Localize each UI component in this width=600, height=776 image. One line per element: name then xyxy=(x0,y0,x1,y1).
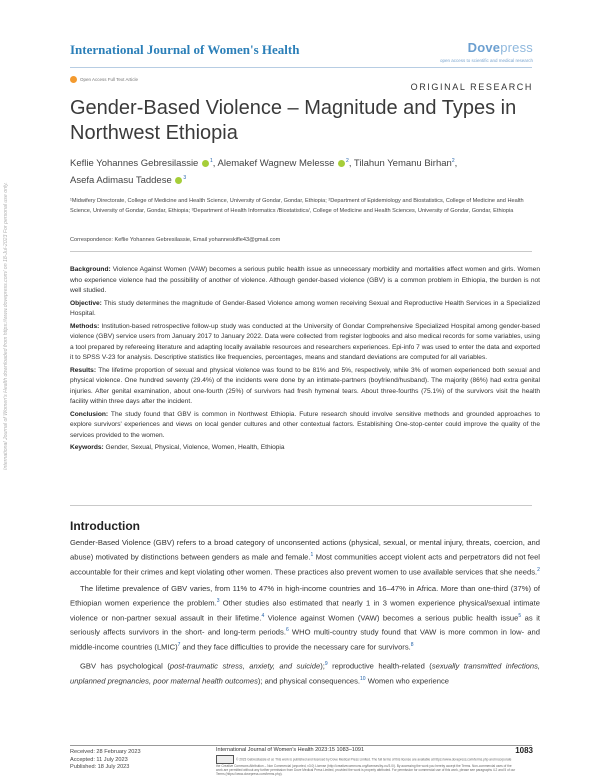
publisher-logo xyxy=(468,40,533,55)
citation-link[interactable]: 6 xyxy=(285,627,289,634)
footer-rule xyxy=(70,745,532,746)
author-2[interactable]: , Alemakef Wagnew Melesse xyxy=(212,158,335,170)
author-1[interactable]: Keflie Yohannes Gebresilassie xyxy=(70,158,199,170)
citation-link[interactable]: 2 xyxy=(537,566,540,573)
text: Violence against Women (VAW) becomes a serious public health issue xyxy=(264,613,519,623)
paragraph xyxy=(70,658,540,687)
author-list: Keflie Yohannes Gebresilassie $^1$, Alemakef Wagnew Melesse $^2$, Tilahun Yemanu Birhan$^2$, Asefa Adimasu Taddese $^3$ xyxy=(70,158,458,187)
text: The lifetime prevalence of GBV varies, from 11% to 47% in high-income countries and 16–47% in Africa. More than one-third (37%) of Ethiopian women experience the problem. xyxy=(70,584,540,608)
abstract-text: The lifetime proportion of sexual and physical violence was found to be 81% and 5%, respectively, while 3% of women experienced both sexual and physical violence. One hundred seventy (29.4%) of the incidents were done by an intimate-partners (boyfriend/husband). The majority (86%) had extra genital injuries. After genital examination, about one-fourth (25%) of survivors had fresh hymenal tears. About three-fourths (75.1%) of the survivors visit the health facility within three days after the incident. xyxy=(70,366,540,405)
correspondence: Correspondence: Keflie Yohannes Gebresilassie, Email yohanneskifle43@gmail.com xyxy=(70,237,281,243)
open-access-label xyxy=(70,76,138,83)
introduction-body xyxy=(70,537,540,692)
text: and they face difficulties to provide the necessary care for survivors. xyxy=(180,642,411,652)
text: Women who experience xyxy=(365,676,450,686)
author-4-affil[interactable]: 3 xyxy=(183,175,187,182)
article-title: Gender-Based Violence – Magnitude and Types in Northwest Ethiopia xyxy=(70,97,517,144)
text: Other studies also estimated that nearly 1 in 3 women experience physical/sexual intimate violence or non-partner sexual assault in their lifetime. xyxy=(70,598,540,623)
accepted-date: Accepted: 11 July 2023 xyxy=(70,756,128,763)
text: ); and physical consequences. xyxy=(257,676,361,686)
publisher-tagline: open access to scientific and medical research xyxy=(439,58,533,63)
author-2-affil[interactable]: 2 xyxy=(346,158,349,164)
citation-link[interactable]: 7 xyxy=(177,641,181,648)
text: Gender-Based Violence (GBV) refers to a broad category of unconsented actions (physical, sexual, or mental injury, threats, coercion, and abuse) motivated by distinctions between genders as male and female. xyxy=(70,538,540,562)
citation-link[interactable]: 4 xyxy=(261,612,265,619)
author-1-affil[interactable]: 1 xyxy=(209,158,213,164)
affiliations: ¹Midwifery Directorate, College of Medicine and Health Science, University of Gondar, Gondar, Ethiopia; ²Department of Epidemiology and Biostatistics, College of Medicine and Health Science, University of Gondar, Gondar, Ethiopia; ³Department of Health Informatics /Biostatistics/, College of Medicine and Health Sciences, University of Gondar, Gondar, Ethiopia xyxy=(70,198,524,214)
journal-citation: International Journal of Women's Health 2023:15 1083–1091 xyxy=(216,747,365,753)
text: reproductive health-related ( xyxy=(327,661,432,671)
abstract-label: Conclusion: xyxy=(70,410,109,418)
abstract-label: Results: xyxy=(70,366,97,374)
citation-link[interactable]: 8 xyxy=(410,641,414,648)
abstract-background xyxy=(70,265,540,297)
cc-license-icon[interactable] xyxy=(216,755,234,764)
author-4[interactable]: Asefa Adimasu Taddese xyxy=(70,175,172,187)
footer-dates xyxy=(70,749,141,772)
abstract-text: Violence Against Women (VAW) becomes a serious public health issue as unnecessary morbidity and mortalities affect women and girls. Women who experience violence had the possibility of another of violence. Although gender-based violence (GBV) is a common problem in Ethiopia, the burden is not well studied. xyxy=(70,266,540,294)
section-heading: Introduction xyxy=(70,519,140,533)
article-section: ORIGINAL RESEARCH xyxy=(410,82,533,92)
text: as it seriously affects survivors in the short- and long-term periods. xyxy=(70,613,541,637)
license-body: © 2023 Gebresilassie et al. This work is published and licensed by Dove Medical Press Limited. The full terms of this license are available at https://www.dovepress.com/terms.php and incorporate the Creative Commons Attribution – Non Commercial (unported, v3.0) License (http://creativecommons.org/licenses/by-nc/3.0/). By accessing the work you hereby accept the Terms. Non-commercial uses of the work are permitted without any further permission from Dove Medical Press Limited, provided the work is properly attributed. For permission for commercial use of this work, please see paragraphs 4.2 and 5 of our Terms (https://www.dovepress.com/terms.php). xyxy=(216,757,516,776)
header-rule xyxy=(70,67,532,68)
text: ); xyxy=(320,661,325,671)
orcid-icon[interactable] xyxy=(338,160,345,167)
author-3[interactable]: , Tilahun Yemanu Birhan xyxy=(348,158,452,170)
abstract-objective xyxy=(70,299,540,320)
citation-link[interactable]: 10 xyxy=(360,675,366,682)
paragraph xyxy=(70,537,540,578)
abstract-label: Keywords: xyxy=(70,444,104,451)
received-date: Received: 28 February 2023 xyxy=(70,749,141,755)
abstract-methods xyxy=(70,322,540,364)
page-number: 1083 xyxy=(515,746,533,755)
citation-link[interactable]: 3 xyxy=(216,598,220,605)
abstract-results xyxy=(70,366,540,408)
publisher-logo-bold: Dove xyxy=(467,40,501,55)
abstract xyxy=(70,265,540,456)
orcid-icon[interactable] xyxy=(202,160,209,167)
download-watermark: International Journal of Women's Health downloaded from https://www.dovepress.com/ on 18-Jul-2023 For personal use only. xyxy=(3,182,9,470)
publisher-logo-rest: press xyxy=(500,40,533,55)
open-access-text: Open Access Full Text Article xyxy=(80,77,138,82)
abstract-label: Objective: xyxy=(70,299,102,307)
abstract-text: The study found that GBV is common in Northwest Ethiopia. Future research should involve sensitive methods and grounded approaches to explore survivors' experiences and views on local gender cultures and other contextual factors. Establishing One-stop-center could improve the quality of the services provided to the women. xyxy=(70,410,540,439)
text: post-traumatic stress, anxiety, and suicide xyxy=(169,661,321,671)
abstract-keywords xyxy=(70,443,540,454)
abstract-label: Methods: xyxy=(70,322,100,330)
text: WHO multi-country study found that VAW is more common in low- and middle-income countries (LMIC) xyxy=(70,627,540,652)
text: sexually transmitted infections, unplanned pregnancies, poor maternal health outcomes xyxy=(70,661,541,686)
author-3-affil[interactable]: 2 xyxy=(451,158,455,164)
divider xyxy=(70,251,532,252)
abstract-label: Background: xyxy=(70,266,111,273)
citation-link[interactable]: 1 xyxy=(310,552,314,558)
abstract-text: This study determines the magnitude of Gender-Based Violence among women receiving Sexual and Reproductive Health Services in a Specialized Hospital. xyxy=(70,299,540,317)
abstract-text: Institution-based retrospective follow-up study was conducted at the University of Gondar Comprehensive Specialized Hospital among gender-based violence (GBV) service users from January 2017 to January 2022. Data were collected from register logbooks and also medical records for some variables, using a tool prepared by refereeing literature and adapting locally available resources and researchers experiences. Epi-info 7 was used to enter the data and exported it to SPSS V-23 for analysis. Descriptive statistics like frequencies, percentages, means and standard deviations are computed for all variables. xyxy=(70,322,540,361)
text: GBV has psychological ( xyxy=(80,661,170,671)
orcid-icon[interactable] xyxy=(175,177,182,184)
citation-link[interactable]: 9 xyxy=(324,661,328,668)
abstract-conclusion xyxy=(70,410,540,442)
citation-link[interactable]: 5 xyxy=(518,612,522,619)
divider xyxy=(70,505,532,506)
text: Most communities accept violent acts and perpetrators did not feel accountable for their crimes and kept violating other women. These practices also prevent women to use available services that she needs. xyxy=(70,552,540,577)
open-access-icon xyxy=(70,76,77,83)
license-text xyxy=(216,755,516,776)
abstract-text: Gender, Sexual, Physical, Violence, Women, Health, Ethiopia xyxy=(103,444,285,451)
published-date: Published: 18 July 2023 xyxy=(70,764,130,770)
paragraph xyxy=(70,583,540,653)
journal-name: International Journal of Women's Health xyxy=(70,42,300,57)
